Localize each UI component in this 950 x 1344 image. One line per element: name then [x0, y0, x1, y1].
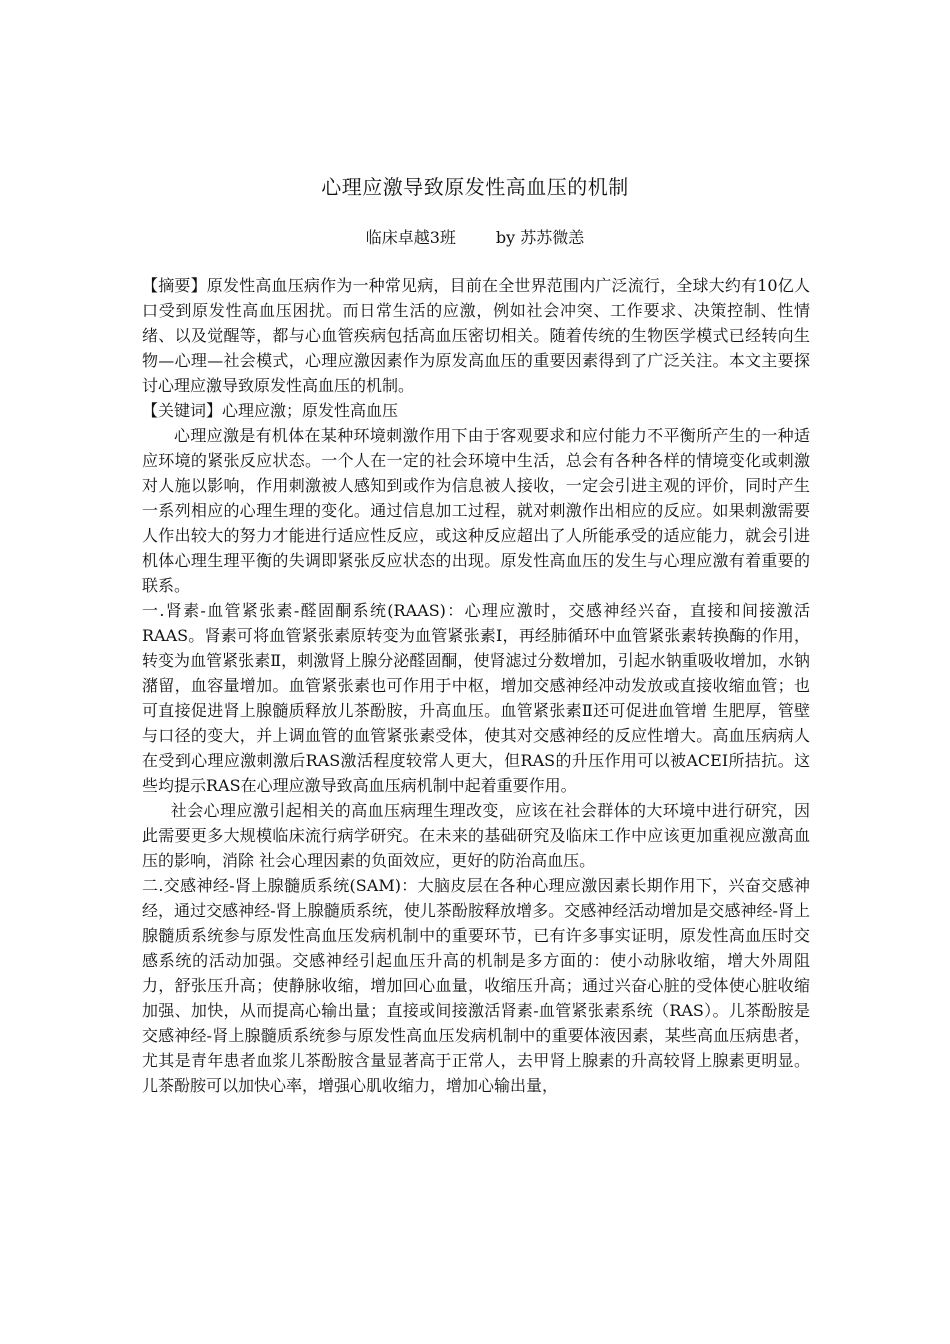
abstract-paragraph: 【摘要】原发性高血压病作为一种常见病，目前在全世界范围内广泛流行，全球大约有10亿人口受到原发性高血压困扰。而日常生活的应激，例如社会冲突、工作要求、决策控制、性情绪、以及觉醒等，都与心血管疾病包括高血压密切相关。随着传统的生物医学模式已经转向生物—心理—社会模式，心理应激因素作为原发高血压的重要因素得到了广泛关注。本文主要探讨心理应激导致原发性高血压的机制。 [142, 276, 810, 395]
intro-paragraph: 心理应激是有机体在某种环境刺激作用下由于客观要求和应付能力不平衡所产生的一种适应环境的紧张反应状态。一个人在一定的社会环境中生活，总会有各种各样的情境变化或刺激对人施以影响，作用刺激被人感知到或作为信息被人接收，一定会引进主观的评价，同时产生一系列相应的心理生理的变化。通过信息加工过程，就对刺激作出相应的反应。如果刺激需要人作出较大的努力才能进行适应性反应，或这种反应超出了人所能承受的适应能力，就会引进机体心理生理平衡的失调即紧张反应状态的出现。原发性高血压的发生与心理应激有着重要的联系。 [142, 426, 810, 595]
class-label: 临床卓越3班 [365, 228, 456, 247]
keywords-paragraph: 【关键词】心理应激；原发性高血压 [142, 401, 399, 420]
author: by 苏苏微恙 [495, 228, 585, 247]
section-raas-paragraph: 一.肾素-血管紧张素-醛固酮系统(RAAS)：心理应激时，交感神经兴奋，直接和间接激活 RAAS。肾素可将血管紧张素原转变为血管紧张素Ⅰ，再经肺循环中血管紧张素转换酶的作用，转变为血管紧张素Ⅱ，刺激肾上腺分泌醛固酮，使肾滤过分数增加，引起水钠重吸收增加，水钠潴留，血容量增加。血管紧张素也可作用于中枢，增加交感神经冲动发放或直接收缩血管；也可直接促进肾上腺髓质释放儿茶酚胺，升高血压。血管紧张素Ⅱ还可促进血管增 生肥厚，管壁与口径的变大，并上调血管的血管紧张素受体，使其对交感神经的反应性增大。高血压病病人在受到心理应激刺激后RAS激活程度较常人更大，但RAS的升压作用可以被ACEI所拮抗。这些均提示RAS在心理应激导致高血压病机制中起着重要作用。 [142, 601, 810, 795]
document-body [142, 273, 810, 1098]
social-stress-paragraph: 社会心理应激引起相关的高血压病理生理改变，应该在社会群体的大环境中进行研究，因此需要更多大规模临床流行病学研究。在未来的基础研究及临床工作中应该更加重视应激高血压的影响，消除 社会心理因素的负面效应，更好的防治高血压。 [142, 801, 810, 870]
document-title: 心理应激导致原发性高血压的机制 [321, 175, 629, 199]
byline [0, 226, 950, 250]
section-sam-paragraph: 二.交感神经-肾上腺髓质系统(SAM)：大脑皮层在各种心理应激因素长期作用下，兴奋交感神经，通过交感神经-肾上腺髓质系统，使儿茶酚胺释放增多。交感神经活动增加是交感神经-肾上腺髓质系统参与原发性高血压发病机制中的重要环节，已有许多事实证明，原发性高血压时交感系统的活动加强。交感神经引起血压升高的机制是多方面的：使小动脉收缩，增大外周阻力，舒张压升高；使静脉收缩，增加回心血量，收缩压升高；通过兴奋心脏的受体使心脏收缩加强、加快，从而提高心输出量；直接或间接激活肾素-血管紧张素系统（RAS）。儿茶酚胺是交感神经-肾上腺髓质系统参与原发性高血压发病机制中的重要体液因素，某些高血压病患者，尤其是青年患者血浆儿茶酚胺含量显著高于正常人，去甲肾上腺素的升高较肾上腺素更明显。儿茶酚胺可以加快心率，增强心肌收缩力，增加心输出量， [142, 876, 810, 1095]
